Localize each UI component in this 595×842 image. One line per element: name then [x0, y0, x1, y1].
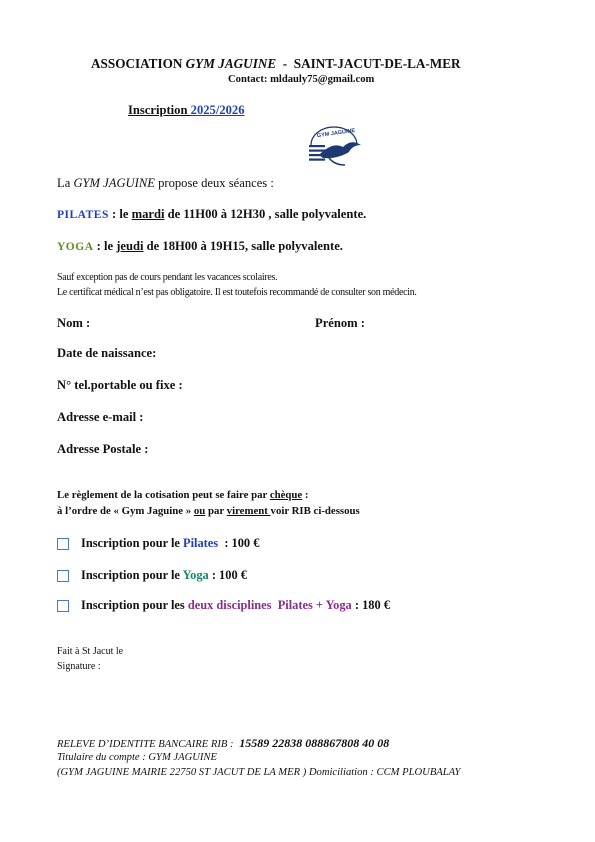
checkbox-deux-disciplines[interactable] [57, 600, 69, 612]
fait-a-line: Fait à St Jacut le [57, 646, 124, 657]
payment-ou: ou [193, 505, 206, 517]
payment-text-b: : [302, 489, 309, 501]
yoga-colon: : le [93, 239, 117, 253]
option-yoga-price: : 100 € [208, 568, 247, 582]
title-place: SAINT-JACUT-DE-LA-MER [293, 56, 461, 71]
payment-text-a: Le règlement de la cotisation peut se faire par [57, 489, 270, 501]
payment-rib: voir RIB ci-dessous [270, 505, 360, 517]
note-vacances: Sauf exception pas de cours pendant les vacances scolaires. [57, 272, 278, 283]
checkbox-pilates[interactable] [57, 538, 69, 550]
option-pilates-name: Pilates [183, 536, 219, 550]
option-pilates [81, 536, 259, 551]
rib-label: RELEVE D’IDENTITE BANCAIRE RIB : [57, 739, 237, 750]
title-prefix: ASSOCIATION [91, 56, 186, 71]
field-prenom[interactable]: Prénom : [315, 316, 366, 330]
field-nom[interactable]: Nom : [57, 316, 91, 330]
field-email[interactable]: Adresse e-mail : [57, 410, 144, 424]
field-telephone[interactable]: N° tel.portable ou fixe : [57, 378, 183, 392]
payment-par: par [205, 505, 227, 517]
inscription-label: Inscription [128, 103, 191, 117]
option-pilates-prefix: Inscription pour le [81, 536, 184, 550]
pilates-rest: de 11H00 à 12H30 , salle polyvalente. [164, 207, 367, 221]
inscription-year: 2025/2026 [190, 103, 245, 117]
yoga-rest: de 18H00 à 19H15, salle polyvalente. [143, 239, 343, 253]
association-logo [303, 121, 365, 171]
yoga-session-line [57, 239, 343, 254]
option-yoga-name: Yoga [182, 568, 209, 582]
intro-prefix: La [57, 176, 74, 190]
intro-suffix: propose deux séances : [154, 176, 274, 190]
signature-line: Signature : [57, 661, 101, 672]
option-deux-prefix: Inscription pour les [81, 598, 188, 612]
inscription-heading [128, 103, 245, 118]
option-pilates-price: : 100 € [218, 536, 260, 550]
payment-line-1 [57, 489, 309, 501]
rib-line-1 [57, 736, 389, 751]
seabird-logo-icon [303, 121, 365, 171]
rib-number: 15589 22838 088867808 40 08 [236, 736, 390, 750]
svg-text:GYM JAGUINE: GYM JAGUINE [316, 127, 356, 140]
pilates-name: PILATES [57, 209, 109, 221]
rib-domiciliation: (GYM JAGUINE MAIRIE 22750 ST JACUT DE LA MER ) Domiciliation : CCM PLOUBALAY [57, 767, 461, 778]
option-deux-name: deux disciplines Pilates + Yoga [187, 598, 352, 612]
title-name: GYM JAGUINE [185, 56, 277, 71]
payment-line-2 [57, 505, 360, 517]
yoga-name: YOGA [57, 241, 94, 253]
pilates-colon: : le [108, 207, 132, 221]
field-adresse-postale[interactable]: Adresse Postale : [57, 442, 149, 456]
title-sep: - [276, 56, 294, 71]
option-yoga-prefix: Inscription pour le [81, 568, 183, 582]
option-yoga [81, 568, 247, 583]
intro-name: GYM JAGUINE [73, 176, 155, 190]
rib-titulaire: Titulaire du compte : GYM JAGUINE [57, 752, 217, 763]
note-certificat: Le certificat médical n’est pas obligatoire. Il est toutefois recommandé de consulter son médecin. [57, 287, 417, 298]
option-deux-price: : 180 € [351, 598, 390, 612]
payment-cheque: chèque [269, 489, 303, 501]
payment-virement: virement [226, 505, 271, 517]
checkbox-yoga[interactable] [57, 570, 69, 582]
association-title [91, 56, 461, 72]
payment-ordre: à l’ordre de « Gym Jaguine » [57, 505, 194, 517]
pilates-day: mardi [131, 207, 165, 221]
yoga-day: jeudi [116, 239, 144, 253]
intro-line [57, 176, 274, 191]
field-date-naissance[interactable]: Date de naissance: [57, 346, 157, 360]
pilates-session-line [57, 207, 366, 222]
contact-line: Contact: mldauly75@gmail.com [228, 74, 375, 85]
option-deux-disciplines [81, 598, 390, 613]
